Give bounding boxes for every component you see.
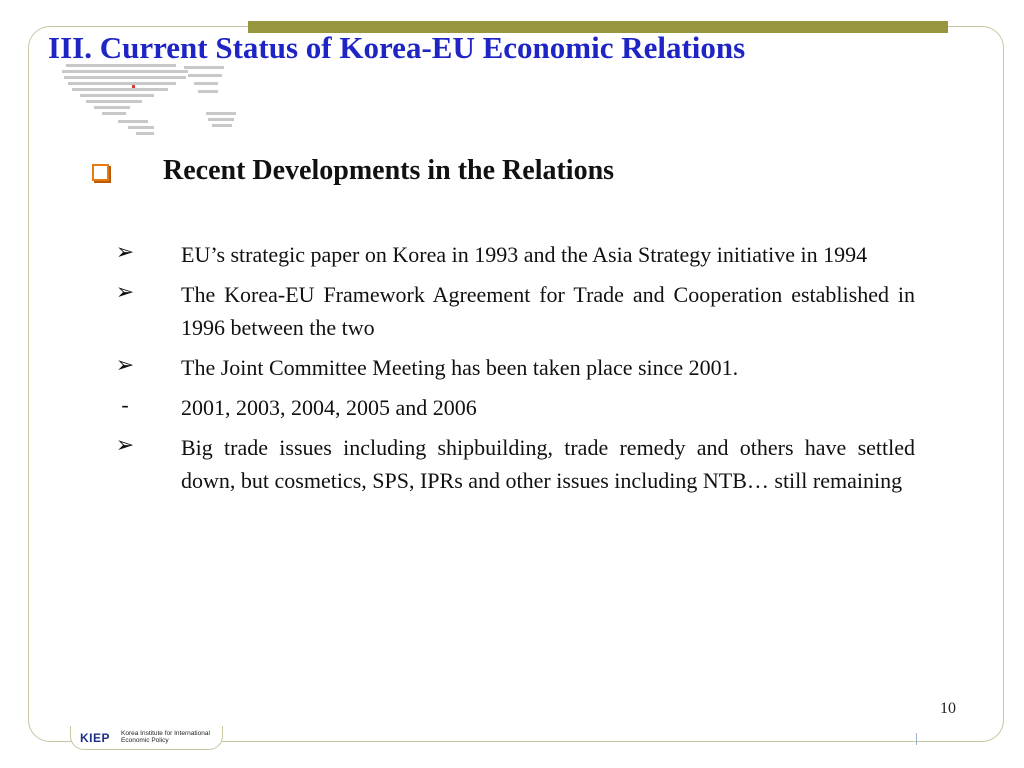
arrowhead-icon: ➢ (115, 239, 135, 264)
bullet-item (110, 431, 915, 497)
footer-divider (916, 733, 917, 745)
section-heading: Recent Developments in the Relations (163, 155, 615, 186)
bullet-list (110, 238, 915, 504)
dash-marker: - (121, 392, 129, 417)
bullet-item (110, 278, 915, 344)
slide-title: III. Current Status of Korea-EU Economic Relations (48, 30, 746, 65)
bullet-item (110, 391, 915, 424)
page-number: 10 (940, 700, 956, 717)
arrowhead-icon: ➢ (115, 279, 135, 304)
kiep-logo: KIEP (80, 731, 111, 745)
hollow-square-icon (92, 164, 109, 181)
bullet-text: Big trade issues including shipbuilding, trade remedy and others have settled down, but cosmetics, SPS, IPRs and other issues including NTB… still remaining (181, 435, 915, 493)
arrowhead-icon: ➢ (115, 352, 135, 377)
bullet-item (110, 238, 915, 271)
bullet-text: EU’s strategic paper on Korea in 1993 and the Asia Strategy initiative in 1994 (181, 242, 868, 267)
bullet-text: The Korea-EU Framework Agreement for Trade and Cooperation established in 1996 between the two (181, 282, 915, 340)
arrowhead-icon: ➢ (115, 432, 135, 457)
bullet-text: The Joint Committee Meeting has been taken place since 2001. (181, 355, 739, 380)
bullet-item (110, 351, 915, 384)
institute-name: Korea Institute for International Economic Policy (121, 730, 210, 744)
bullet-text: 2001, 2003, 2004, 2005 and 2006 (181, 395, 477, 420)
world-map-dots-icon (58, 60, 258, 150)
